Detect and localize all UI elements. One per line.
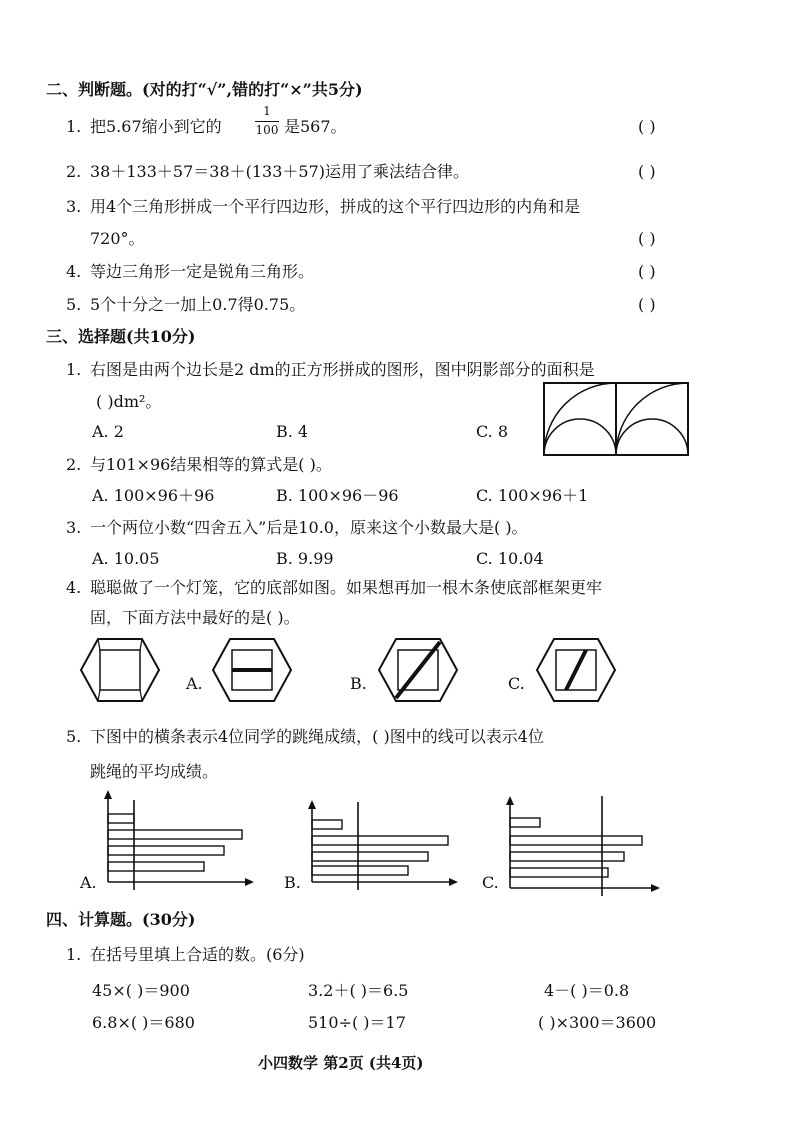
q2-1-text-post: 是567。 [284,117,347,136]
fill-blank-5: 510÷( )＝17 [308,1013,406,1032]
option-a-bar-chart [100,790,256,900]
q4-1-text: 在括号里填上合适的数。(6分) [90,945,305,964]
option-b-bar-chart [304,800,460,910]
option-c-slanted-bar-hexagon [536,638,616,702]
q2-1-answer-paren: ( ) [638,117,656,136]
q3-5-text-line2: 跳绳的平均成绩。 [90,762,219,781]
fraction-denominator: 100 [255,123,279,137]
q2-3-text-line2: 720°。 [90,229,145,248]
q3-2-number: 2. [66,455,82,474]
q2-5-number: 5. [66,295,82,314]
lantern-base-hexagon-figure [80,638,160,702]
fill-blank-6: ( )×300＝3600 [538,1013,657,1032]
fill-blank-3: 4－( )＝0.8 [544,981,630,1000]
q3-5-option-a-label: A. [80,873,97,892]
q3-4-option-a-label: A. [186,674,203,693]
q2-4-number: 4. [66,262,82,281]
q3-3-option-c: C. 10.04 [476,549,544,568]
q3-5-text-line1: 下图中的横条表示4位同学的跳绳成绩，( )图中的线可以表示4位 [90,727,544,746]
two-squares-arc-figure [544,383,688,455]
q3-4-number: 4. [66,578,82,597]
q3-3-option-a: A. 10.05 [92,549,160,568]
q2-5-answer-paren: ( ) [638,295,656,314]
q3-3-option-b: B. 9.99 [276,549,334,568]
q3-2-option-b: B. 100×96－96 [276,486,399,505]
fill-blank-1: 45×( )＝900 [92,981,190,1000]
q3-1-option-b: B. 4 [276,422,309,441]
section-3-title: 三、选择题(共10分) [46,327,196,346]
q3-1-text-line2: ( )dm²。 [96,392,162,411]
q3-1-number: 1. [66,360,82,379]
option-b-diagonal-bar-hexagon [378,638,458,702]
q2-2-number: 2. [66,162,82,181]
section-4-title: 四、计算题。(30分) [46,910,196,929]
option-a-horizontal-bar-hexagon [212,638,292,702]
q2-4-text: 等边三角形一定是锐角三角形。 [90,262,315,281]
q2-3-text-line1: 用4个三角形拼成一个平行四边形，拼成的这个平行四边形的内角和是 [90,197,581,216]
q3-5-option-b-label: B. [284,873,301,892]
q2-2-answer-paren: ( ) [638,162,656,181]
q3-3-number: 3. [66,518,82,537]
q3-1-option-c: C. 8 [476,422,509,441]
q3-2-option-c: C. 100×96＋1 [476,486,589,505]
page-footer: 小四数学 第2页 (共4页) [258,1054,424,1072]
q2-1-number: 1. [66,117,82,136]
q3-4-option-c-label: C. [508,674,525,693]
q3-4-text-line1: 聪聪做了一个灯笼，它的底部如图。如果想再加一根木条使底部框架更牢 [90,578,603,597]
q3-4-option-b-label: B. [350,674,367,693]
section-2-title: 二、判断题。(对的打“√”,错的打“×”共5分) [46,80,363,99]
q3-3-text: 一个两位小数“四舍五入”后是10.0，原来这个小数最大是( )。 [90,518,528,537]
fill-blank-2: 3.2＋( )＝6.5 [308,981,409,1000]
q3-5-option-c-label: C. [482,873,499,892]
q3-2-text: 与101×96结果相等的算式是( )。 [90,455,332,474]
q2-2-text: 38＋133＋57＝38＋(133＋57)运用了乘法结合律。 [90,162,470,181]
q2-3-number: 3. [66,197,82,216]
q3-5-number: 5. [66,727,82,746]
fill-blank-4: 6.8×( )＝680 [92,1013,195,1032]
q4-1-number: 1. [66,945,82,964]
q2-4-answer-paren: ( ) [638,262,656,281]
fraction-numerator: 1 [263,104,271,118]
q3-1-option-a: A. 2 [92,422,124,441]
q3-4-text-line2: 固，下面方法中最好的是( )。 [90,608,300,627]
q3-1-text-line1: 右图是由两个边长是2 dm的正方形拼成的图形，图中阴影部分的面积是 [90,360,595,379]
q2-3-answer-paren: ( ) [638,229,656,248]
q3-2-option-a: A. 100×96＋96 [92,486,215,505]
q2-1-text-pre: 把5.67缩小到它的 [90,117,222,136]
fraction-bar [255,121,279,122]
q2-5-text: 5个十分之一加上0.7得0.75。 [90,295,306,314]
option-c-bar-chart [502,796,662,906]
